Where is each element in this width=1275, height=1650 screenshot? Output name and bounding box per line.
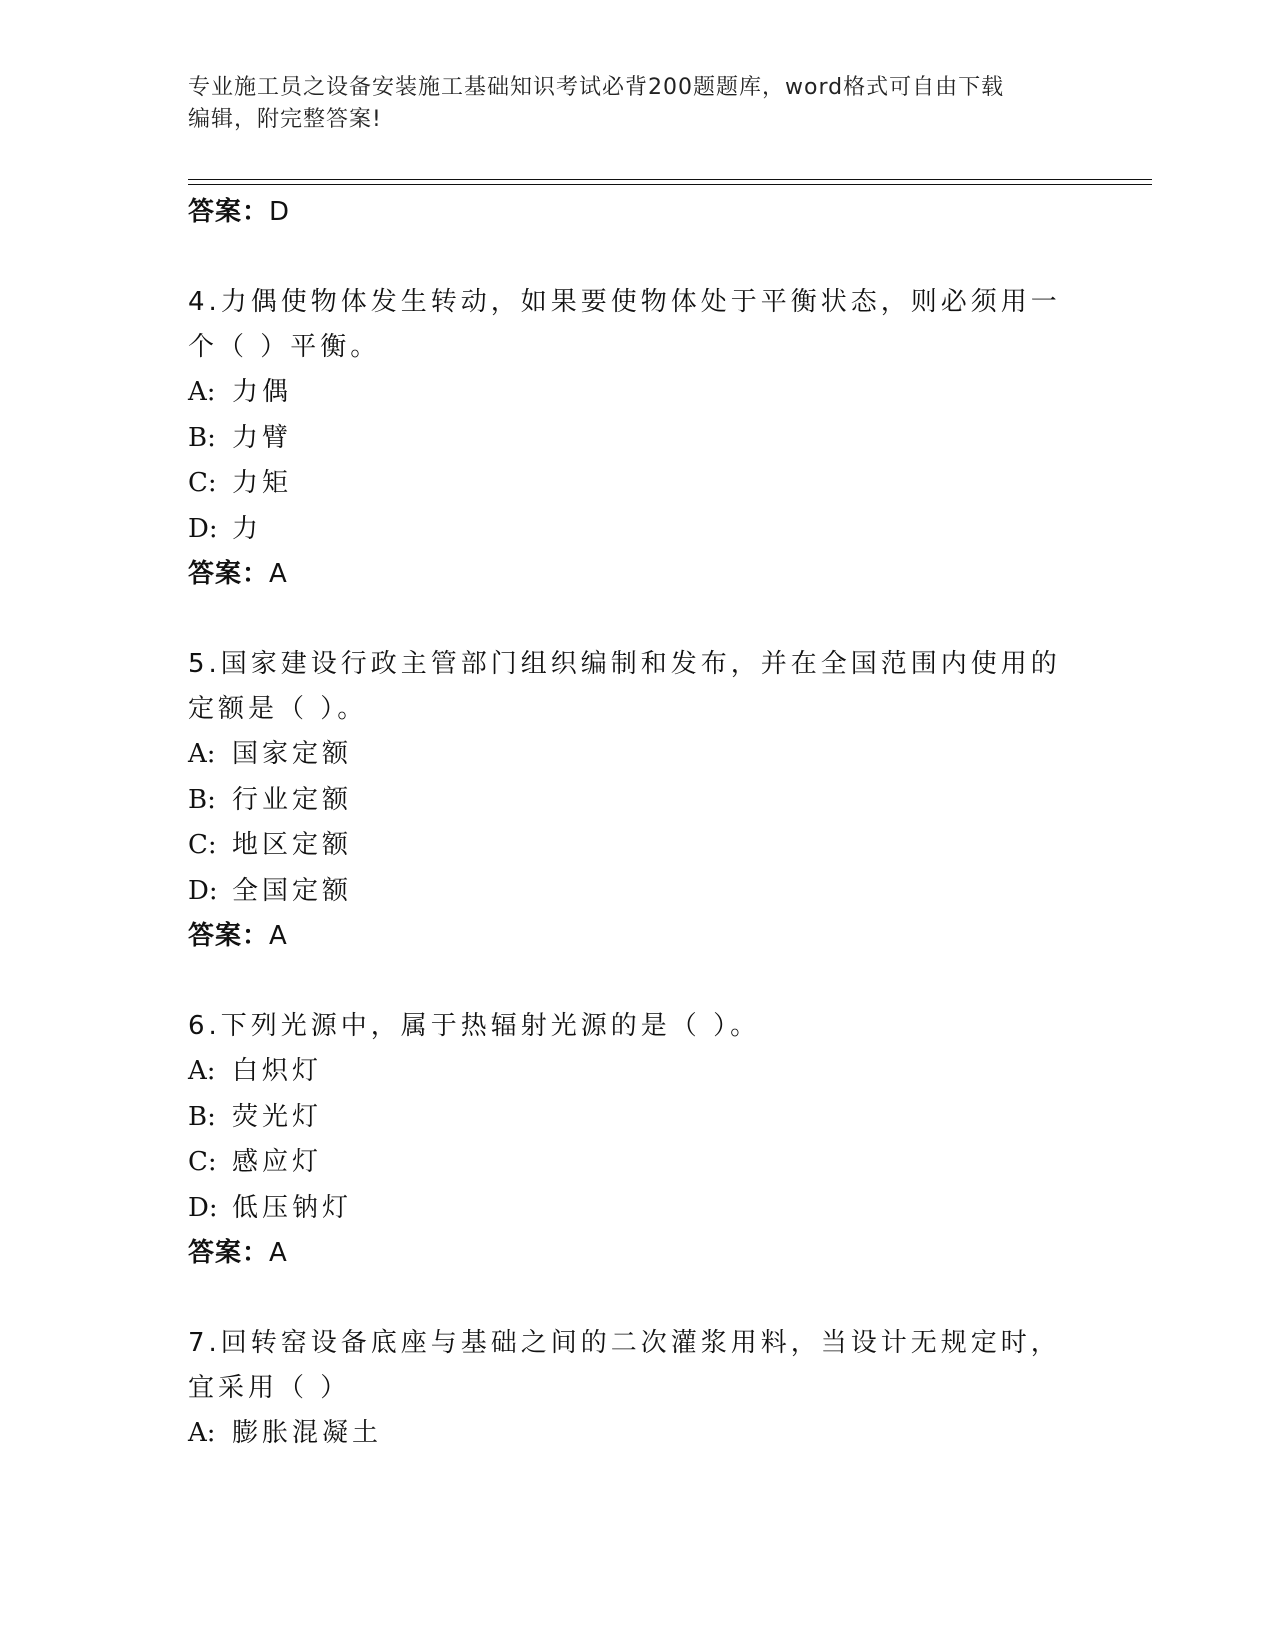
option-text: 力矩 xyxy=(232,468,293,498)
option-d xyxy=(188,507,1088,553)
document-header xyxy=(188,72,1068,136)
header-line-1: 专业施工员之设备安装施工基础知识考试必背200题题库，word格式可自由下载 xyxy=(188,75,1005,100)
option-letter: C: xyxy=(188,1147,217,1177)
header-divider-top xyxy=(188,179,1152,180)
option-text: 全国定额 xyxy=(232,875,353,906)
answer-label: 答案： xyxy=(188,197,270,227)
question-block xyxy=(188,1321,1088,1457)
answer-value: A xyxy=(269,921,288,951)
header-divider-bottom xyxy=(188,184,1152,185)
option-text: 力偶 xyxy=(232,377,293,407)
question-text: 7.回转窑设备底座与基础之间的二次灌浆用料，当设计无规定时，宜采用（ ） xyxy=(188,1328,1061,1403)
option-letter: D: xyxy=(188,513,218,544)
option-text: 感应灯 xyxy=(232,1147,323,1177)
option-letter: A: xyxy=(188,739,216,769)
option-letter: A: xyxy=(188,377,216,407)
document-body xyxy=(188,190,1088,1457)
option-b xyxy=(188,1095,1088,1141)
option-letter: C: xyxy=(188,830,217,860)
answer-line xyxy=(188,190,1088,234)
question-block xyxy=(188,1004,1088,1275)
option-c xyxy=(188,461,1088,507)
question-text: 5.国家建设行政主管部门组织编制和发布，并在全国范围内使用的定额是（ ）。 xyxy=(188,649,1061,724)
answer-value: D xyxy=(269,197,291,227)
option-letter: A: xyxy=(188,1056,216,1086)
option-a xyxy=(188,1049,1088,1095)
option-c xyxy=(188,1140,1088,1186)
option-text: 力臂 xyxy=(232,422,293,453)
option-letter: A: xyxy=(188,1418,216,1448)
option-a xyxy=(188,1411,1088,1457)
option-text: 国家定额 xyxy=(232,739,353,769)
answer-value: A xyxy=(269,1238,288,1268)
option-text: 荧光灯 xyxy=(232,1101,323,1132)
answer-label: 答案： xyxy=(188,559,270,589)
answer-label: 答案： xyxy=(188,921,270,951)
answer-value: A xyxy=(269,559,288,589)
option-text: 地区定额 xyxy=(232,830,353,860)
answer-line xyxy=(188,914,1088,958)
question-block xyxy=(188,642,1088,958)
option-d xyxy=(188,869,1088,915)
option-d xyxy=(188,1186,1088,1232)
option-letter: D: xyxy=(188,1192,218,1223)
option-letter: C: xyxy=(188,468,217,498)
option-text: 低压钠灯 xyxy=(232,1192,353,1223)
option-letter: B: xyxy=(188,784,216,815)
question-text: 4.力偶使物体发生转动，如果要使物体处于平衡状态，则必须用一个（ ）平衡。 xyxy=(188,287,1061,362)
option-letter: B: xyxy=(188,422,216,453)
answer-label: 答案： xyxy=(188,1238,270,1268)
answer-line xyxy=(188,552,1088,596)
option-letter: D: xyxy=(188,875,218,906)
option-text: 膨胀混凝土 xyxy=(232,1418,383,1448)
question-block xyxy=(188,280,1088,596)
option-text: 行业定额 xyxy=(232,784,353,815)
option-letter: B: xyxy=(188,1101,216,1132)
option-b xyxy=(188,416,1088,462)
option-c xyxy=(188,823,1088,869)
option-a xyxy=(188,732,1088,778)
option-text: 力 xyxy=(232,513,263,544)
question-text: 6.下列光源中，属于热辐射光源的是（ ）。 xyxy=(188,1011,761,1041)
answer-line xyxy=(188,1231,1088,1275)
option-text: 白炽灯 xyxy=(232,1056,323,1086)
option-a xyxy=(188,370,1088,416)
header-line-2: 编辑，附完整答案! xyxy=(188,107,382,132)
option-b xyxy=(188,778,1088,824)
